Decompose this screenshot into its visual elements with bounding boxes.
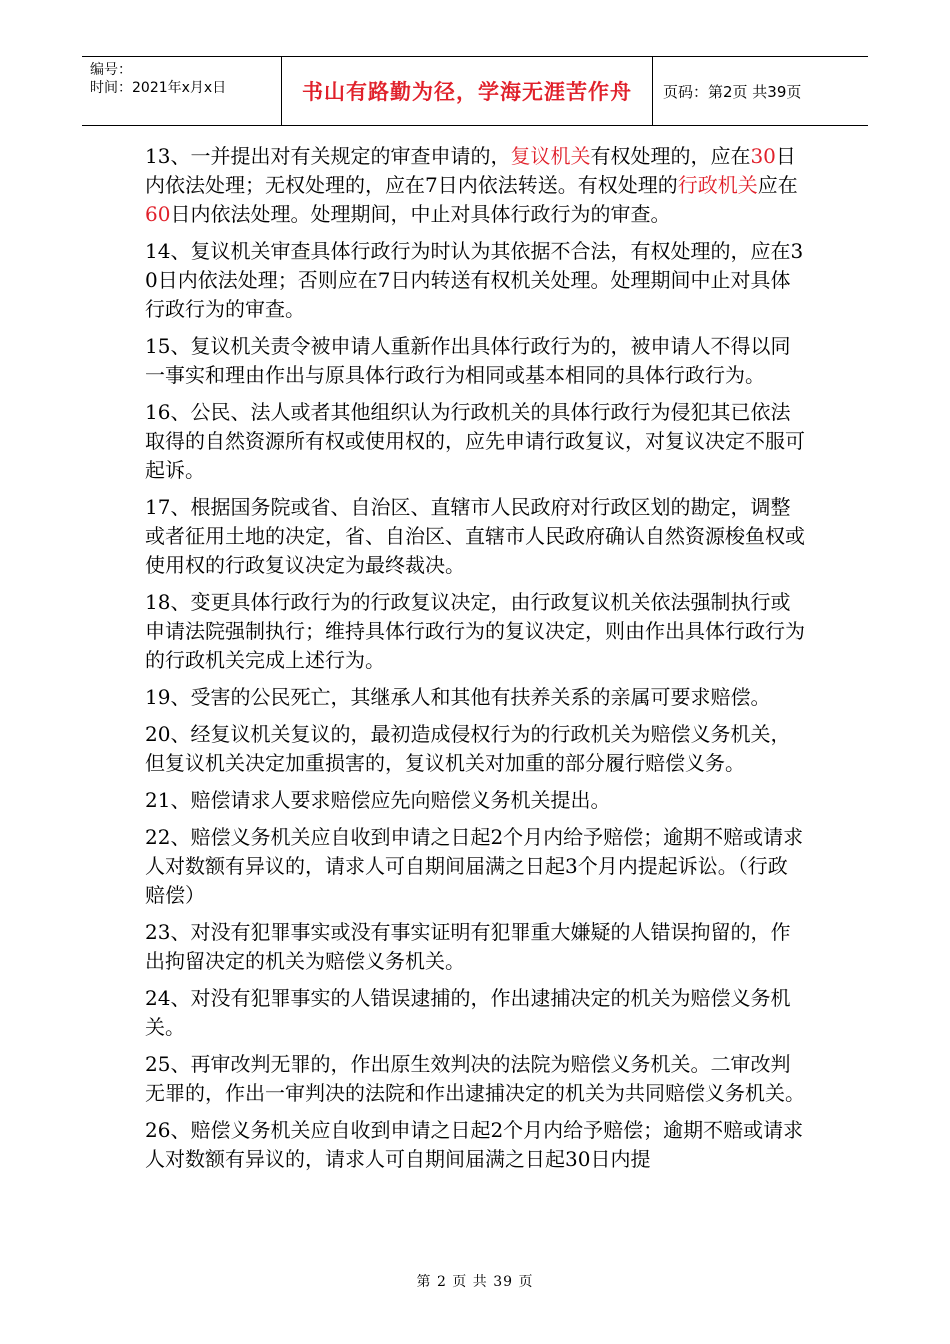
paragraph-26: 26、赔偿义务机关应自收到申请之日起2个月内给予赔偿；逾期不赔或请求人对数额有异议的，请求人可自期间届满之日起30日内提 [145, 1118, 804, 1171]
document-body [145, 142, 807, 1182]
paragraph-14: 14、复议机关审查具体行政行为时认为其依据不合法，有权处理的，应在30日内依法处理；否则应在7日内转送有权机关处理。处理期间中止对具体行政行为的审查。 [145, 239, 804, 321]
paragraph-22: 22、赔偿义务机关应自收到申请之日起2个月内给予赔偿；逾期不赔或请求人对数额有异议的，请求人可自期间届满之日起3个月内提起诉讼。（行政赔偿） [145, 825, 804, 907]
paragraph-19: 19、受害的公民死亡，其继承人和其他有扶养关系的亲属可要求赔偿。 [145, 685, 771, 709]
paragraph-text: 日内依法处理；无权处理的，应在7日内依法转送。有权处理的 [145, 144, 796, 197]
paragraph-15: 15、复议机关责令被申请人重新作出具体行政行为的，被申请人不得以同一事实和理由作出与原具体行政行为相同或基本相同的具体行政行为。 [145, 334, 791, 387]
header-page-info: 页码：第2页 共39页 [663, 82, 802, 101]
serial-number-label: 编号： [90, 62, 132, 78]
paragraph-17: 17、根据国务院或省、自治区、直辖市人民政府对行政区划的勘定，调整或者征用土地的决定，省、自治区、直辖市人民政府确认自然资源梭鱼权或使用权的行政复议决定为最终裁决。 [145, 495, 805, 577]
paragraph-text: 应在 [757, 173, 798, 197]
highlighted-term: 复议机关 [510, 144, 591, 168]
date-label: 时间：2021年x月x日 [90, 80, 227, 96]
highlighted-term: 30 [750, 144, 776, 168]
paragraph-24: 24、对没有犯罪事实的人错误逮捕的，作出逮捕决定的机关为赔偿义务机关。 [145, 986, 791, 1039]
paragraph-text: 有权处理的，应在 [590, 144, 751, 168]
highlighted-term: 60 [145, 202, 171, 226]
paragraph-18: 18、变更具体行政行为的行政复议决定，由行政复议机关依法强制执行或申请法院强制执行；维持具体行政行为的复议决定，则由作出具体行政行为的行政机关完成上述行为。 [145, 590, 805, 672]
paragraph-20: 20、经复议机关复议的，最初造成侵权行为的行政机关为赔偿义务机关，但复议机关决定加重损害的，复议机关对加重的部分履行赔偿义务。 [145, 722, 791, 775]
highlighted-term: 行政机关 [677, 173, 758, 197]
paragraph-16: 16、公民、法人或者其他组织认为行政机关的具体行政行为侵犯其已依法取得的自然资源所有权或使用权的，应先申请行政复议，对复议决定不服可起诉。 [145, 400, 805, 482]
paragraph-25: 25、再审改判无罪的，作出原生效判决的法院为赔偿义务机关。二审改判无罪的，作出一审判决的法院和作出逮捕决定的机关为共同赔偿义务机关。 [145, 1052, 805, 1105]
page-header [82, 56, 868, 126]
header-motto: 书山有路勤为径，学海无涯苦作舟 [282, 57, 653, 125]
header-meta [82, 57, 282, 125]
paragraph-text: 13、一并提出对有关规定的审查申请的， [145, 144, 511, 168]
page-footer: 第 2 页 共 39 页 [416, 1274, 534, 1290]
paragraph-21: 21、赔偿请求人要求赔偿应先向赔偿义务机关提出。 [145, 788, 611, 812]
paragraph-text: 日内依法处理。处理期间，中止对具体行政行为的审查。 [170, 202, 671, 226]
paragraph-23: 23、对没有犯罪事实或没有事实证明有犯罪重大嫌疑的人错误拘留的，作出拘留决定的机关为赔偿义务机关。 [145, 920, 791, 973]
paragraph-13 [145, 142, 807, 229]
